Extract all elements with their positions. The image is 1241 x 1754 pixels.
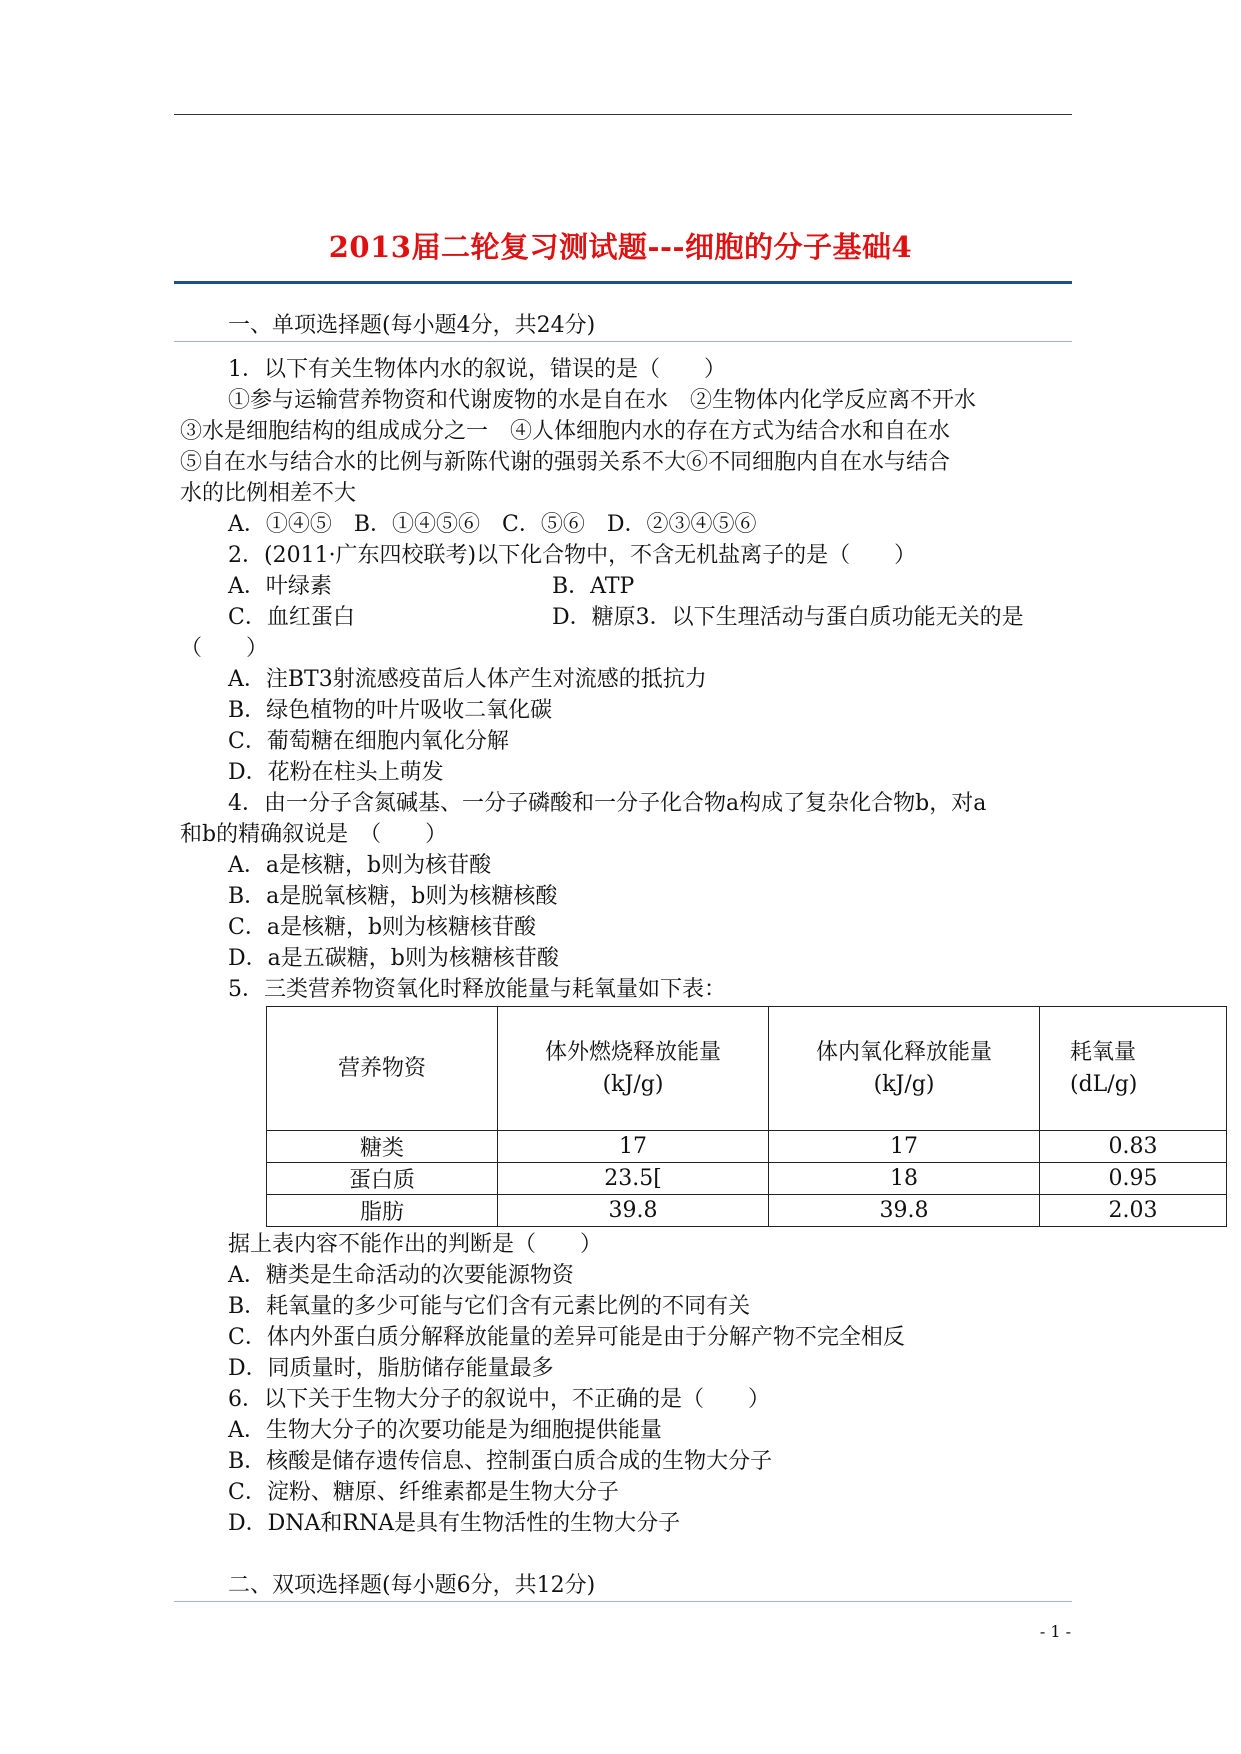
q5-option-a: A．糖类是生命活动的次要能源物资 <box>228 1263 574 1288</box>
cell-r2-c3: 18 <box>769 1163 1040 1195</box>
title-underline <box>174 281 1072 284</box>
cell-r1-c4: 0.83 <box>1040 1131 1227 1163</box>
cell-r3-c4: 2.03 <box>1040 1195 1227 1227</box>
q6-stem: 6．以下关于生物大分子的叙说中，不正确的是（ ） <box>228 1387 770 1412</box>
energy-table <box>266 1006 1227 1227</box>
cell-r3-c2: 39.8 <box>498 1195 769 1227</box>
page-title: 2013届二轮复习测试题---细胞的分子基础4 <box>328 230 913 264</box>
q1-options: A．①④⑤ B．①④⑤⑥ C．⑤⑥ D．②③④⑤⑥ <box>228 512 757 537</box>
q4-option-b: B．a是脱氧核糖，b则为核糖核酸 <box>228 884 558 909</box>
header-nutrient: 营养物资 <box>267 1007 498 1131</box>
cell-r3-c1: 脂肪 <box>267 1195 498 1227</box>
q5-option-d: D．同质量时，脂肪储存能量最多 <box>228 1356 554 1381</box>
q3-option-c: C．葡萄糖在细胞内氧化分解 <box>228 729 509 754</box>
q2-option-b: B．ATP <box>552 574 635 599</box>
q4-option-c: C．a是核糖，b则为核糖核苷酸 <box>228 915 537 940</box>
q3-option-b: B．绿色植物的叶片吸收二氧化碳 <box>228 698 553 723</box>
section-1-heading: 一、单项选择题(每小题4分，共24分) <box>228 313 596 338</box>
cell-r2-c4: 0.95 <box>1040 1163 1227 1195</box>
q1-stem: 1．以下有关生物体内水的叙说，错误的是（ ） <box>228 357 726 382</box>
q3-option-d: D．花粉在柱头上萌发 <box>228 760 444 785</box>
q4-option-d: D．a是五碳糖，b则为核糖核苷酸 <box>228 946 559 971</box>
cell-r1-c1: 糖类 <box>267 1131 498 1163</box>
q1-item-2: ③水是细胞结构的组成成分之一 ④人体细胞内水的存在方式为结合水和自在水 <box>180 419 951 444</box>
q2-option-d-q3-stem: D．糖原3．以下生理活动与蛋白质功能无关的是 <box>552 605 1024 630</box>
q2-option-a: A．叶绿素 <box>228 574 332 599</box>
q2-stem: 2．(2011·广东四校联考)以下化合物中，不含无机盐离子的是（ ） <box>228 543 917 568</box>
q6-option-c: C．淀粉、糖原、纤维素都是生物大分子 <box>228 1480 619 1505</box>
q6-option-d: D．DNA和RNA是具有生物活性的生物大分子 <box>228 1511 681 1536</box>
q6-option-b: B．核酸是储存遗传信息、控制蛋白质合成的生物大分子 <box>228 1449 773 1474</box>
section-2-rule <box>174 1601 1072 1602</box>
q3-option-a: A．注BT3射流感疫苗后人体产生对流感的抵抗力 <box>228 667 707 692</box>
section-1-rule <box>174 341 1072 342</box>
q1-item-4: 水的比例相差不大 <box>180 481 357 506</box>
header-oxygen: 耗氧量(dL/g) <box>1040 1007 1227 1131</box>
q4-option-a: A．a是核糖，b则为核苷酸 <box>228 853 492 878</box>
page-number: - 1 - <box>1039 1622 1071 1641</box>
q5-option-c: C．体内外蛋白质分解释放能量的差异可能是由于分解产物不完全相反 <box>228 1325 905 1350</box>
q3-stem-cont: （ ） <box>180 636 269 661</box>
cell-r1-c2: 17 <box>498 1131 769 1163</box>
header-rule <box>174 114 1072 115</box>
q1-item-1: ①参与运输营养物资和代谢废物的水是自在水 ②生物体内化学反应离不开水 <box>228 388 977 413</box>
header-outside-energy: 体外燃烧释放能量(kJ/g) <box>498 1007 769 1131</box>
q5-option-b: B．耗氧量的多少可能与它们含有元素比例的不同有关 <box>228 1294 751 1319</box>
q1-item-3: ⑤自在水与结合水的比例与新陈代谢的强弱关系不大⑥不同细胞内自在水与结合 <box>180 450 951 475</box>
q2-option-c: C．血红蛋白 <box>228 605 355 630</box>
q6-option-a: A．生物大分子的次要功能是为细胞提供能量 <box>228 1418 662 1443</box>
q4-stem-cont: 和b的精确叙说是 （ ） <box>180 822 448 847</box>
q5-stem: 5．三类营养物资氧化时释放能量与耗氧量如下表： <box>228 977 726 1002</box>
cell-r2-c2: 23.5[ <box>498 1163 769 1195</box>
q5-ask: 据上表内容不能作出的判断是（ ） <box>228 1232 603 1257</box>
q4-stem: 4．由一分子含氮碱基、一分子磷酸和一分子化合物a构成了复杂化合物b，对a <box>228 791 987 816</box>
cell-r1-c3: 17 <box>769 1131 1040 1163</box>
section-2-heading: 二、双项选择题(每小题6分，共12分) <box>228 1573 596 1598</box>
cell-r3-c3: 39.8 <box>769 1195 1040 1227</box>
header-inside-energy: 体内氧化释放能量(kJ/g) <box>769 1007 1040 1131</box>
cell-r2-c1: 蛋白质 <box>267 1163 498 1195</box>
